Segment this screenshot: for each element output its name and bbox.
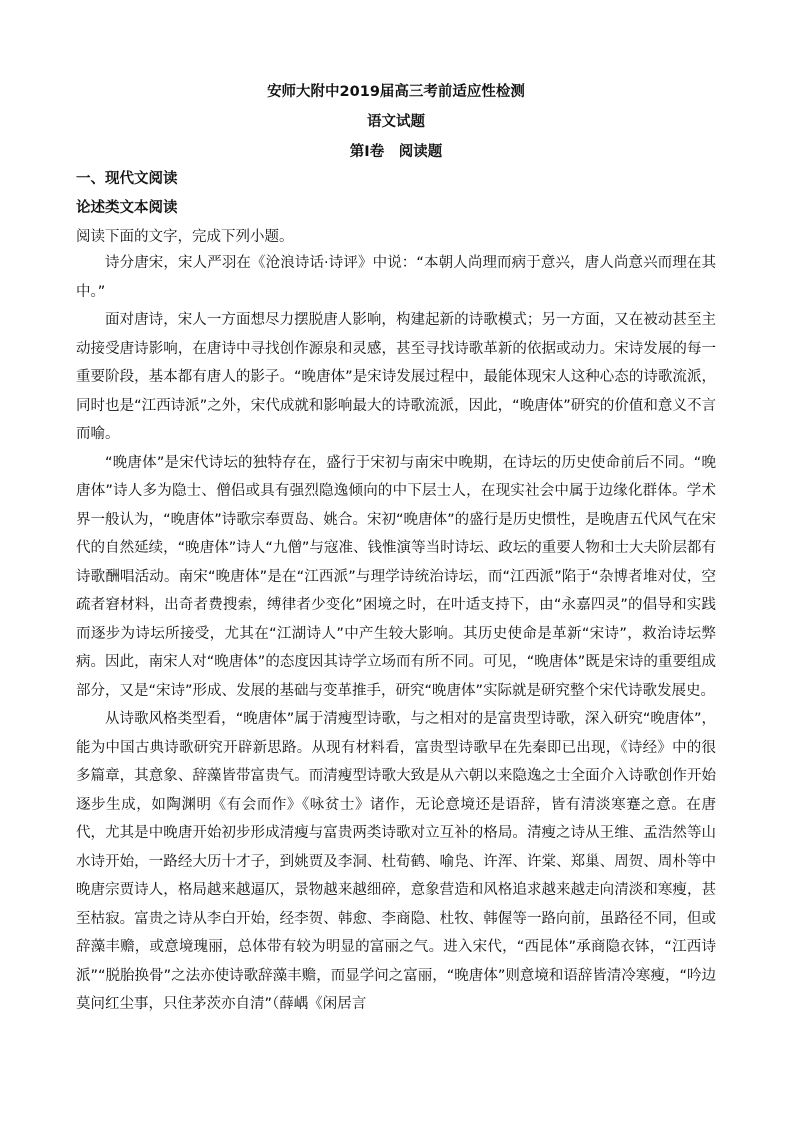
subject-title: 语文试题 <box>367 114 425 130</box>
instruction-text: 阅读下面的文字，完成下列小题。 <box>76 229 294 245</box>
volume-title: 第Ⅰ卷 阅读题 <box>349 144 443 160</box>
paragraph-1: 诗分唐宋，宋人严羽在《沧浪诗话·诗评》中说：“本朝人尚理而病于意兴，唐人尚意兴而理在其中。” <box>76 255 716 300</box>
paragraph-4: 从诗歌风格类型看，“晚唐体”属于清瘦型诗歌，与之相对的是富贵型诗歌，深入研究“晚唐体”，能为中国古典诗歌研究开辟新思路。从现有材料看，富贵型诗歌早在先秦即已出现，《诗经》中的很多篇章，其意象、辞藻皆带富贵气。而清瘦型诗歌大致是从六朝以来隐逸之士全面介入诗歌创作开始逐步生成，如陶渊明《有会而作》《咏贫士》诸作，无论意境还是语辞，皆有清淡寒蹇之意。在唐代，尤其是中晚唐开始初步形成清瘦与富贵两类诗歌对立互补的格局。清瘦之诗从王维、孟浩然等山水诗开始，一路经大历十才子，到姚贾及李洞、杜荀鹤、喻凫、许浑、许棠、郑巢、周贺、周朴等中晚唐宗贾诗人，格局越来越逼仄，景物越来越细碎，意象营造和风格追求越来越走向清淡和寒瘦，甚至枯寂。富贵之诗从李白开始，经李贺、韩愈、李商隐、杜牧、韩偓等一路向前，虽路径不同，但或辞藻丰赡，或意境瑰丽，总体带有较为明显的富丽之气。进入宋代，“西昆体”承商隐衣钵，“江西诗派”“脱胎换骨”之法亦使诗歌辞藻丰赡，而显学问之富丽，“晚唐体”则意境和语辞皆清冷寒瘦，“吟边莫问红尘事，只住茅茨亦自清”（薛嵎《闲居言 <box>76 711 716 1012</box>
section-subheading: 论述类文本阅读 <box>76 200 178 216</box>
paragraph-2: 面对唐诗，宋人一方面想尽力摆脱唐人影响，构建起新的诗歌模式；另一方面，又在被动甚至主动接受唐诗影响，在唐诗中寻找创作源泉和灵感，甚至寻找诗歌革新的依据或动力。宋诗发展的每一重要阶段，基本都有唐人的影子。“晚唐体”是宋诗发展过程中，最能体现宋人这种心态的诗歌流派，同时也是“江西诗派”之外，宋代成就和影响最大的诗歌流派，因此，“晚唐体”研究的价值和意义不言而喻。 <box>76 312 716 442</box>
paragraph-3: “晚唐体”是宋代诗坛的独特存在，盛行于宋初与南宋中晚期，在诗坛的历史使命前后不同。“晚唐体”诗人多为隐士、僧侣或具有强烈隐逸倾向的中下层士人，在现实社会中属于边缘化群体。学术界一般认为，“晚唐体”诗歌宗奉贾岛、姚合。宋初“晚唐体”的盛行是历史惯性，是晚唐五代风气在宋代的自然延续，“晚唐体”诗人“九僧”与寇准、钱惟演等当时诗坛、政坛的重要人物和士大夫阶层都有诗歌酬唱活动。南宋“晚唐体”是在“江西派”与理学诗统治诗坛，而“江西派”陷于“杂博者堆对仗，空疏者窘材料，出奇者费搜索，缚律者少变化”困境之时，在叶适支持下，由“永嘉四灵”的倡导和实践而逐步为诗坛所接受，尤其在“江湖诗人”中产生较大影响。其历史使命是革新“宋诗”，救治诗坛弊病。因此，南宋人对“晚唐体”的态度因其诗学立场而有所不同。可见，“晚唐体”既是宋诗的重要组成部分，又是“宋诗”形成、发展的基础与变革推手，研究“晚唐体”实际就是研究整个宋代诗歌发展史。 <box>76 454 716 699</box>
section-heading: 一、现代文阅读 <box>76 171 178 187</box>
exam-title: 安师大附中2019届高三考前适应性检测 <box>267 84 525 100</box>
